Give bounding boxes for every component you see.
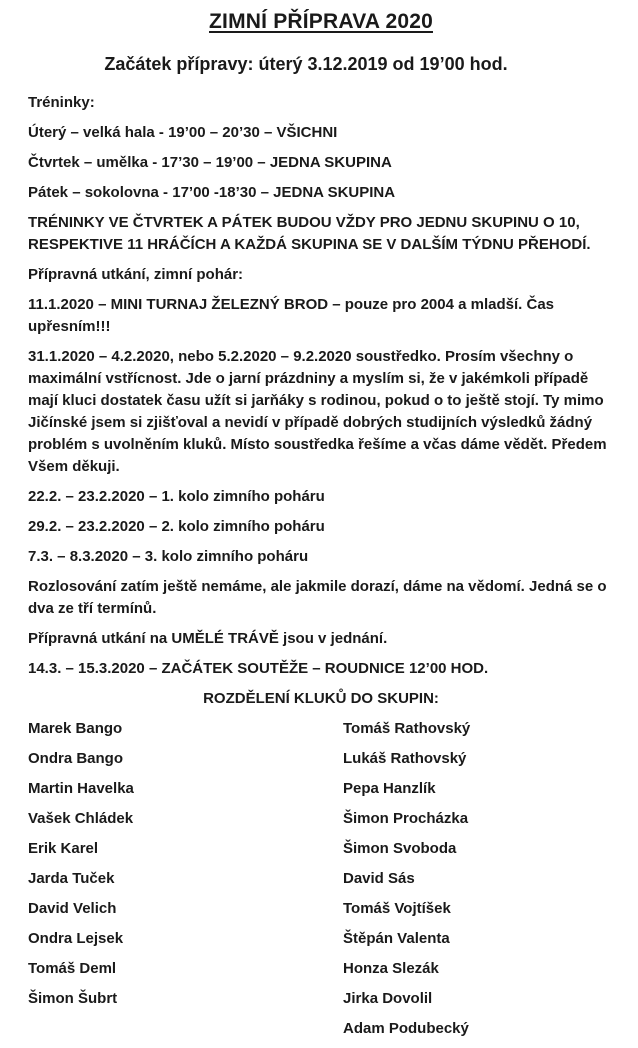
group-name-left: Ondra Bango [28,750,124,767]
group-name-right: Šimon Svoboda [343,840,457,857]
groups-name-list [28,718,614,1048]
artificial-grass-note: Přípravná utkání na UMĚLÉ TRÁVĚ jsou v jednání. [28,630,388,647]
group-name-right: Lukáš Rathovský [343,750,467,767]
group-name-right: Jirka Dovolil [343,990,433,1007]
group-name-right: David Sás [343,870,415,887]
camp-paragraph: 31.1.2020 – 4.2.2020, nebo 5.2.2020 – 9.2.2020 soustředko. Prosím všechny o maximální vstřícnost. Jde o jarní prázdniny a myslím si, že v jakémkoli případě mají kluci dostatek času užít si jarňáky s rodinou, pokud o to ještě stojí. Ty mimo Jičínské jsem si zjišťoval a nevidí v případě dobrých studijních výsledků žádný problém s uvolněním kluků. Místo soustředka řešíme a včas dáme vědět. Předem Všem děkuji. [28,348,607,475]
mini-tournament-line: 11.1.2020 – MINI TURNAJ ŽELEZNÝ BROD – pouze pro 2004 a mladší. Čas upřesním!!! [28,296,555,335]
draw-note: Rozlosování zatím ještě nemáme, ale jakmile dorazí, dáme na vědomí. Jedná se o dva ze tří termínů. [28,578,607,617]
document-subtitle: Začátek přípravy: úterý 3.12.2019 od 19’00 hod. [104,54,508,74]
group-name-right: Honza Slezák [343,960,439,977]
group-name-left: Marek Bango [28,720,123,737]
group-name-right: Adam Podubecký [343,1020,469,1037]
group-name-right: Tomáš Vojtíšek [343,900,451,917]
group-name-left: Vašek Chládek [28,810,134,827]
group-name-right: Štěpán Valenta [343,930,450,947]
groups-heading: ROZDĚLENÍ KLUKŮ DO SKUPIN: [203,690,439,707]
group-name-left-empty [28,1018,343,1040]
friendly-matches-heading: Přípravná utkání, zimní pohár: [28,266,244,283]
group-name-left: David Velich [28,900,117,917]
group-name-right: Tomáš Rathovský [343,720,471,737]
training-line-tuesday: Úterý – velká hala - 19’00 – 20’30 – VŠICHNI [28,124,338,141]
training-note: TRÉNINKY VE ČTVRTEK A PÁTEK BUDOU VŽDY PRO JEDNU SKUPINU O 10, RESPEKTIVE 11 HRÁČÍCH A KAŽDÁ SKUPINA SE V DALŠÍM TÝDNU PŘEHODÍ. [28,214,591,253]
group-name-right: Šimon Procházka [343,810,469,827]
group-name-left: Martin Havelka [28,780,134,797]
group-name-right: Pepa Hanzlík [343,780,436,797]
document-title: ZIMNÍ PŘÍPRAVA 2020 [209,10,433,33]
cup-round-2: 29.2. – 23.2.2020 – 2. kolo zimního poháru [28,518,325,535]
group-name-left: Jarda Tuček [28,870,115,887]
group-name-left: Šimon Šubrt [28,990,118,1007]
season-start-line: 14.3. – 15.3.2020 – ZAČÁTEK SOUTĚŽE – ROUDNICE 12’00 HOD. [28,660,489,677]
group-name-left: Ondra Lejsek [28,930,124,947]
training-line-thursday: Čtvrtek – umělka - 17’30 – 19’00 – JEDNA SKUPINA [28,154,392,171]
group-name-left: Erik Karel [28,840,99,857]
cup-round-3: 7.3. – 8.3.2020 – 3. kolo zimního poháru [28,548,309,565]
group-name-left: Tomáš Deml [28,960,117,977]
cup-round-1: 22.2. – 23.2.2020 – 1. kolo zimního poháru [28,488,325,505]
training-line-friday: Pátek – sokolovna - 17’00 -18’30 – JEDNA SKUPINA [28,184,396,201]
trainings-heading: Tréninky: [28,94,95,111]
